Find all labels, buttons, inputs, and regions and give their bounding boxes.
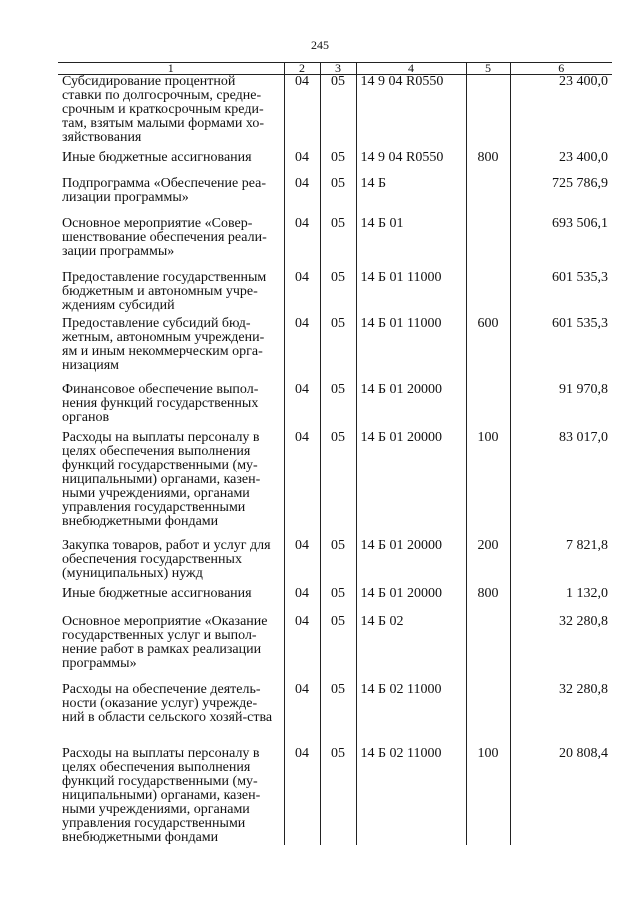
row-section: 04 bbox=[284, 431, 320, 539]
row-subsection: 05 bbox=[320, 539, 356, 587]
header-col-2: 2 bbox=[284, 63, 320, 75]
table-row bbox=[58, 683, 612, 747]
row-expense-type: 200 bbox=[466, 539, 510, 587]
row-description: Основное мероприятие «Совер-шенствование обеспечения реали-зации программы» bbox=[62, 215, 267, 259]
row-target-article: 14 Б 01 20000 bbox=[356, 539, 466, 587]
row-subsection: 05 bbox=[320, 587, 356, 615]
header-col-5: 5 bbox=[466, 63, 510, 75]
row-amount: 1 132,0 bbox=[510, 587, 612, 615]
row-amount: 7 821,8 bbox=[510, 539, 612, 587]
row-target-article: 14 Б 01 bbox=[356, 217, 466, 271]
row-subsection: 05 bbox=[320, 615, 356, 683]
row-subsection: 05 bbox=[320, 151, 356, 177]
row-description: Расходы на выплаты персоналу в целях обеспечения выполнения функций государственными (му-ниципальными) органами, казен-ными учреждениями, органами управления государственными внебюджетными фондами bbox=[62, 429, 261, 529]
row-amount: 23 400,0 bbox=[510, 151, 612, 177]
budget-table bbox=[58, 62, 612, 845]
table-row bbox=[58, 317, 612, 383]
row-section: 04 bbox=[284, 177, 320, 217]
table-row bbox=[58, 271, 612, 317]
row-description: Финансовое обеспечение выпол-нения функций государственных органов bbox=[62, 381, 259, 425]
row-section: 04 bbox=[284, 151, 320, 177]
row-target-article: 14 Б 02 bbox=[356, 615, 466, 683]
row-expense-type bbox=[466, 271, 510, 317]
row-subsection: 05 bbox=[320, 431, 356, 539]
row-description: Субсидирование процентной ставки по долгосрочным, средне-срочным и краткосрочным креди-там, взятым малыми формами хо-зяйствования bbox=[62, 74, 264, 145]
row-target-article: 14 Б 01 20000 bbox=[356, 587, 466, 615]
row-description: Предоставление государственным бюджетным и автономным учре-ждениям субсидий bbox=[62, 269, 267, 313]
row-subsection: 05 bbox=[320, 747, 356, 845]
row-expense-type bbox=[466, 683, 510, 747]
row-description: Подпрограмма «Обеспечение реа-лизации программы» bbox=[62, 175, 267, 205]
row-amount: 32 280,8 bbox=[510, 683, 612, 747]
row-expense-type: 100 bbox=[466, 747, 510, 845]
row-description: Закупка товаров, работ и услуг для обеспечения государственных (муниципальных) нужд bbox=[62, 537, 271, 581]
row-amount: 91 970,8 bbox=[510, 383, 612, 431]
row-target-article: 14 Б 01 11000 bbox=[356, 317, 466, 383]
table-row bbox=[58, 151, 612, 177]
row-section: 04 bbox=[284, 747, 320, 845]
row-expense-type bbox=[466, 615, 510, 683]
table-row bbox=[58, 747, 612, 845]
row-subsection: 05 bbox=[320, 317, 356, 383]
row-description: Иные бюджетные ассигнования bbox=[62, 149, 252, 165]
row-target-article: 14 Б 01 11000 bbox=[356, 271, 466, 317]
row-target-article: 14 Б 02 11000 bbox=[356, 683, 466, 747]
row-subsection: 05 bbox=[320, 75, 356, 151]
row-target-article: 14 Б 02 11000 bbox=[356, 747, 466, 845]
row-expense-type bbox=[466, 75, 510, 151]
row-subsection: 05 bbox=[320, 177, 356, 217]
row-subsection: 05 bbox=[320, 271, 356, 317]
row-expense-type bbox=[466, 217, 510, 271]
header-col-6: 6 bbox=[510, 63, 612, 75]
table-row bbox=[58, 217, 612, 271]
row-amount: 725 786,9 bbox=[510, 177, 612, 217]
header-col-1: 1 bbox=[58, 63, 284, 75]
row-section: 04 bbox=[284, 75, 320, 151]
row-description: Предоставление субсидий бюд-жетным, автономным учреждени-ям и иным некоммерческим орга-низациям bbox=[62, 315, 265, 373]
row-amount: 601 535,3 bbox=[510, 317, 612, 383]
row-expense-type: 600 bbox=[466, 317, 510, 383]
row-subsection: 05 bbox=[320, 217, 356, 271]
row-section: 04 bbox=[284, 683, 320, 747]
row-description: Расходы на обеспечение деятель-ности (оказание услуг) учрежде-ний в области сельского хозяй-ства bbox=[62, 681, 273, 725]
row-expense-type bbox=[466, 177, 510, 217]
page-number: 245 bbox=[311, 38, 329, 52]
header-col-4: 4 bbox=[356, 63, 466, 75]
row-expense-type: 800 bbox=[466, 151, 510, 177]
row-amount: 83 017,0 bbox=[510, 431, 612, 539]
row-section: 04 bbox=[284, 271, 320, 317]
table-row bbox=[58, 75, 612, 151]
row-section: 04 bbox=[284, 539, 320, 587]
row-section: 04 bbox=[284, 587, 320, 615]
row-target-article: 14 9 04 R0550 bbox=[356, 75, 466, 151]
row-expense-type bbox=[466, 383, 510, 431]
header-col-3: 3 bbox=[320, 63, 356, 75]
row-expense-type: 800 bbox=[466, 587, 510, 615]
row-amount: 693 506,1 bbox=[510, 217, 612, 271]
row-amount: 20 808,4 bbox=[510, 747, 612, 845]
row-expense-type: 100 bbox=[466, 431, 510, 539]
table-row bbox=[58, 431, 612, 539]
row-subsection: 05 bbox=[320, 683, 356, 747]
row-target-article: 14 Б 01 20000 bbox=[356, 383, 466, 431]
table-row bbox=[58, 587, 612, 615]
row-section: 04 bbox=[284, 615, 320, 683]
row-amount: 23 400,0 bbox=[510, 75, 612, 151]
row-amount: 32 280,8 bbox=[510, 615, 612, 683]
row-section: 04 bbox=[284, 383, 320, 431]
row-amount: 601 535,3 bbox=[510, 271, 612, 317]
table-row bbox=[58, 383, 612, 431]
row-target-article: 14 Б 01 20000 bbox=[356, 431, 466, 539]
row-description: Основное мероприятие «Оказание государственных услуг и выпол-нение работ в рамках реализации программы» bbox=[62, 613, 268, 671]
table-header-row bbox=[58, 63, 612, 75]
table-row bbox=[58, 539, 612, 587]
table-row bbox=[58, 615, 612, 683]
row-target-article: 14 Б bbox=[356, 177, 466, 217]
row-description: Иные бюджетные ассигнования bbox=[62, 585, 252, 601]
table-row bbox=[58, 177, 612, 217]
row-target-article: 14 9 04 R0550 bbox=[356, 151, 466, 177]
row-section: 04 bbox=[284, 317, 320, 383]
row-section: 04 bbox=[284, 217, 320, 271]
row-description: Расходы на выплаты персоналу в целях обеспечения выполнения функций государственными (му-ниципальными) органами, казен-ными учреждениями, органами управления государственными внебюджетными фондами bbox=[62, 745, 261, 845]
row-subsection: 05 bbox=[320, 383, 356, 431]
